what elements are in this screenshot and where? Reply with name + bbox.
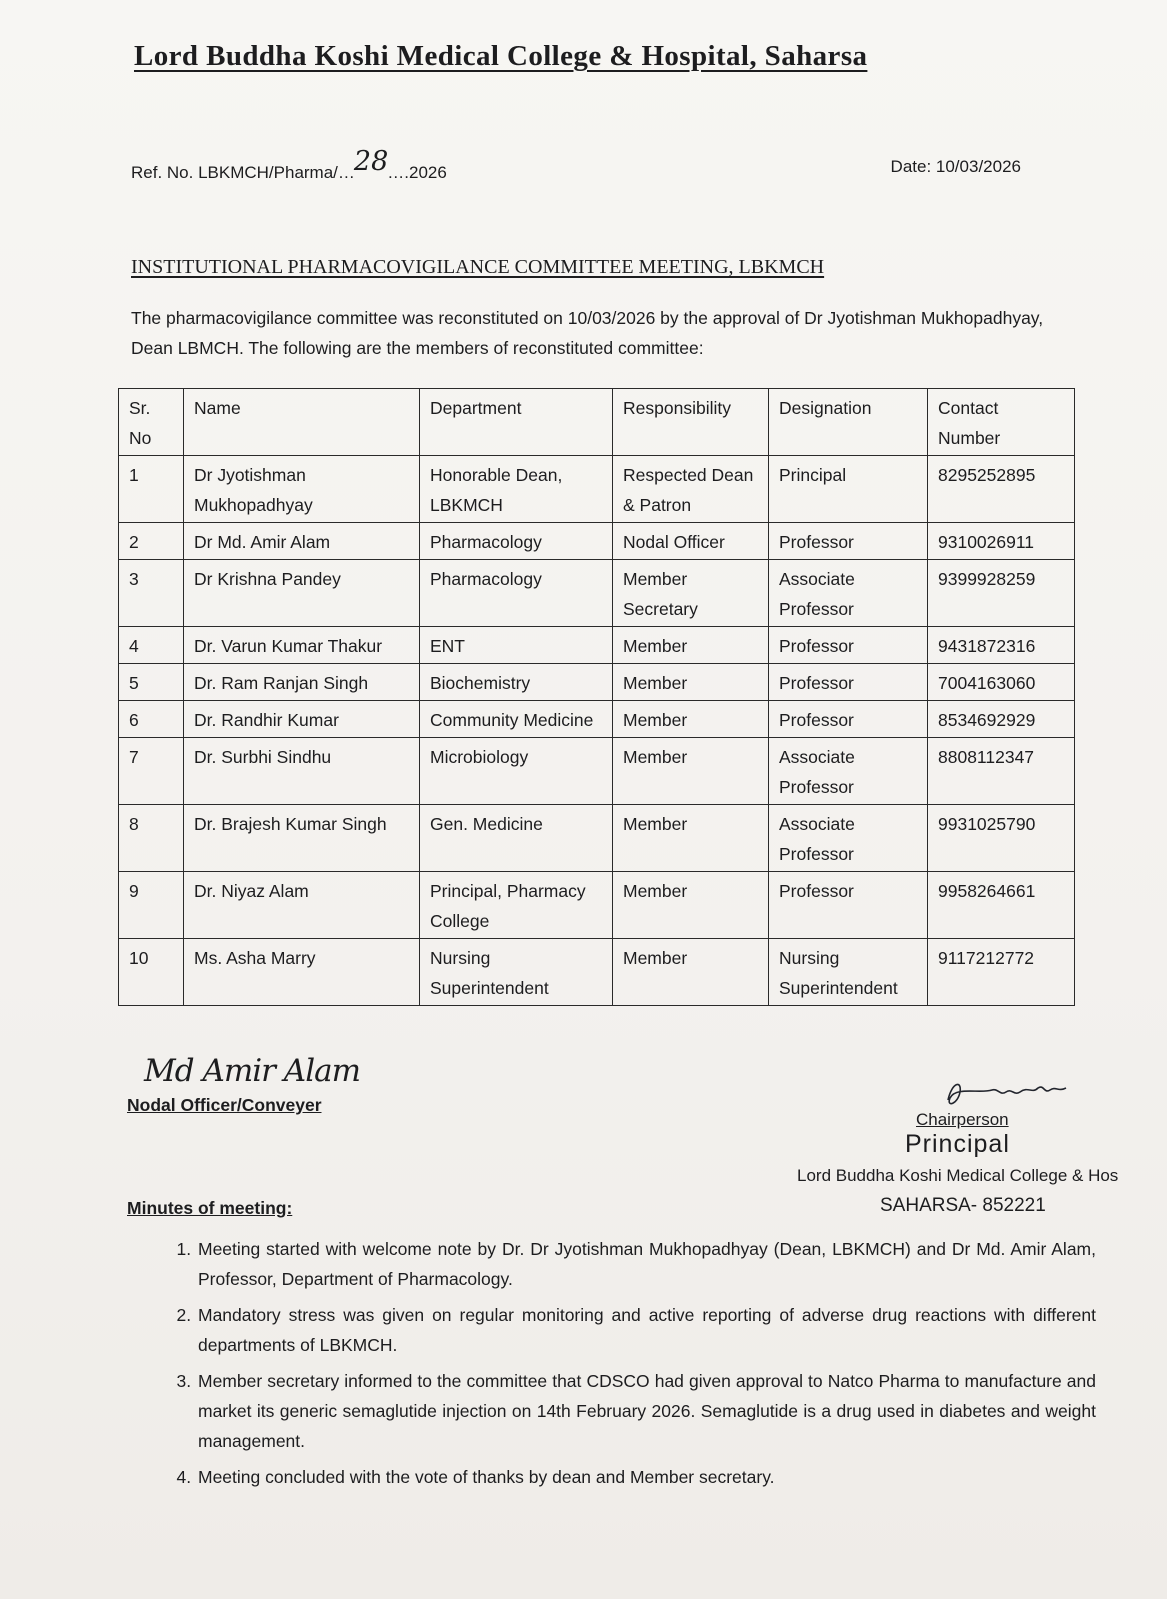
cell-sr-no: 3: [119, 560, 184, 627]
cell-sr-no: 1: [119, 456, 184, 523]
principal-stamp-institution: Lord Buddha Koshi Medical College & Hos: [797, 1166, 1119, 1185]
nodal-officer-label: Nodal Officer/Conveyer: [127, 1095, 322, 1115]
table-row: [119, 456, 1075, 523]
cell-name: Dr Krishna Pandey: [184, 560, 420, 627]
cell-name: Dr. Randhir Kumar: [184, 701, 420, 738]
table-row: [119, 872, 1075, 939]
reference-number: [131, 146, 447, 185]
cell-designation: Professor: [769, 664, 928, 701]
cell-designation: Associate Professor: [769, 805, 928, 872]
col-header-contact: Contact Number: [928, 389, 1075, 456]
table-row: [119, 701, 1075, 738]
cell-responsibility: Member: [613, 805, 769, 872]
cell-sr-no: 2: [119, 523, 184, 560]
cell-department: ENT: [420, 627, 613, 664]
principal-stamp-city: SAHARSA- 852221: [880, 1195, 1046, 1216]
cell-name: Dr. Surbhi Sindhu: [184, 738, 420, 805]
cell-contact: 9310026911: [928, 523, 1075, 560]
cell-department: Pharmacology: [420, 523, 613, 560]
cell-designation: Professor: [769, 872, 928, 939]
cell-name: Dr. Brajesh Kumar Singh: [184, 805, 420, 872]
cell-responsibility: Member: [613, 701, 769, 738]
cell-name: Dr. Niyaz Alam: [184, 872, 420, 939]
cell-designation: Principal: [769, 456, 928, 523]
cell-sr-no: 7: [119, 738, 184, 805]
cell-department: Nursing Superintendent: [420, 939, 613, 1006]
cell-contact: 9117212772: [928, 939, 1075, 1006]
cell-name: Dr. Varun Kumar Thakur: [184, 627, 420, 664]
ref-prefix: Ref. No. LBKMCH/Pharma/…: [131, 163, 355, 182]
cell-contact: 7004163060: [928, 664, 1075, 701]
cell-responsibility: Member: [613, 738, 769, 805]
cell-designation: Associate Professor: [769, 560, 928, 627]
document-title: Lord Buddha Koshi Medical College & Hospital, Saharsa: [134, 40, 868, 72]
cell-responsibility: Member: [613, 872, 769, 939]
table-row: [119, 627, 1075, 664]
committee-members-table: [118, 388, 1075, 1006]
col-header-designation: Designation: [769, 389, 928, 456]
cell-sr-no: 9: [119, 872, 184, 939]
cell-name: Dr Md. Amir Alam: [184, 523, 420, 560]
cell-sr-no: 4: [119, 627, 184, 664]
cell-contact: 9431872316: [928, 627, 1075, 664]
cell-name: Dr. Ram Ranjan Singh: [184, 664, 420, 701]
intro-paragraph: The pharmacovigilance committee was reconstituted on 10/03/2026 by the approval of Dr Jyotishman Mukhopadhyay, Dean LBMCH. The following are the members of reconstituted committee:: [131, 308, 1044, 358]
table-row: [119, 560, 1075, 627]
col-header-responsibility: Responsibility: [613, 389, 769, 456]
cell-responsibility: Member: [613, 664, 769, 701]
chairperson-label: Chairperson: [916, 1110, 1009, 1129]
cell-name: Dr Jyotishman Mukhopadhyay: [184, 456, 420, 523]
table-row: [119, 664, 1075, 701]
minutes-item: 1. Meeting started with welcome note by Dr. Dr Jyotishman Mukhopadhyay (Dean, LBKMCH) and Dr Md. Amir Alam, Professor, Department of Pharmacology.: [196, 1234, 1096, 1294]
table-body: [119, 456, 1075, 1006]
col-header-department: Department: [420, 389, 613, 456]
table-header-row: [119, 389, 1075, 456]
cell-sr-no: 5: [119, 664, 184, 701]
cell-contact: 8295252895: [928, 456, 1075, 523]
nodal-officer-signature: Md Amir Alam: [144, 1053, 360, 1089]
cell-sr-no: 8: [119, 805, 184, 872]
cell-responsibility: Member Secretary: [613, 560, 769, 627]
cell-department: Gen. Medicine: [420, 805, 613, 872]
cell-designation: Professor: [769, 523, 928, 560]
cell-contact: 9958264661: [928, 872, 1075, 939]
minutes-list: [160, 1234, 1096, 1498]
minutes-item: 4. Meeting concluded with the vote of thanks by dean and Member secretary.: [196, 1462, 1096, 1492]
cell-responsibility: Respected Dean & Patron: [613, 456, 769, 523]
cell-contact: 9399928259: [928, 560, 1075, 627]
document-date: Date: 10/03/2026: [890, 157, 1021, 176]
cell-responsibility: Member: [613, 627, 769, 664]
table-row: [119, 805, 1075, 872]
table-row: [119, 738, 1075, 805]
col-header-sr-no: Sr. No: [119, 389, 184, 456]
cell-department: Honorable Dean, LBKMCH: [420, 456, 613, 523]
table-row: [119, 523, 1075, 560]
cell-responsibility: Nodal Officer: [613, 523, 769, 560]
cell-contact: 8534692929: [928, 701, 1075, 738]
ref-suffix: ….2026: [387, 163, 447, 182]
cell-designation: Professor: [769, 701, 928, 738]
table-row: [119, 939, 1075, 1006]
cell-sr-no: 6: [119, 701, 184, 738]
cell-contact: 9931025790: [928, 805, 1075, 872]
cell-department: Community Medicine: [420, 701, 613, 738]
cell-name: Ms. Asha Marry: [184, 939, 420, 1006]
chairperson-signature: [940, 1078, 1070, 1112]
cell-department: Pharmacology: [420, 560, 613, 627]
meeting-heading: INSTITUTIONAL PHARMACOVIGILANCE COMMITTEE MEETING, LBKMCH: [131, 256, 825, 278]
minutes-item: 3. Member secretary informed to the committee that CDSCO had given approval to Natco Pharma to manufacture and market its generic semaglutide injection on 14th February 2026. Semaglutide is a drug used in diabetes and weight management.: [196, 1366, 1096, 1456]
cell-responsibility: Member: [613, 939, 769, 1006]
cell-designation: Nursing Superintendent: [769, 939, 928, 1006]
cell-department: Biochemistry: [420, 664, 613, 701]
cell-designation: Professor: [769, 627, 928, 664]
minutes-item: 2. Mandatory stress was given on regular monitoring and active reporting of adverse drug reactions with different departments of LBKMCH.: [196, 1300, 1096, 1360]
cell-designation: Associate Professor: [769, 738, 928, 805]
col-header-name: Name: [184, 389, 420, 456]
ref-handwritten-number: 28: [353, 146, 389, 177]
cell-sr-no: 10: [119, 939, 184, 1006]
minutes-heading: Minutes of meeting:: [127, 1198, 293, 1218]
principal-stamp-title: Principal: [905, 1130, 1010, 1158]
cell-contact: 8808112347: [928, 738, 1075, 805]
cell-department: Principal, Pharmacy College: [420, 872, 613, 939]
cell-department: Microbiology: [420, 738, 613, 805]
